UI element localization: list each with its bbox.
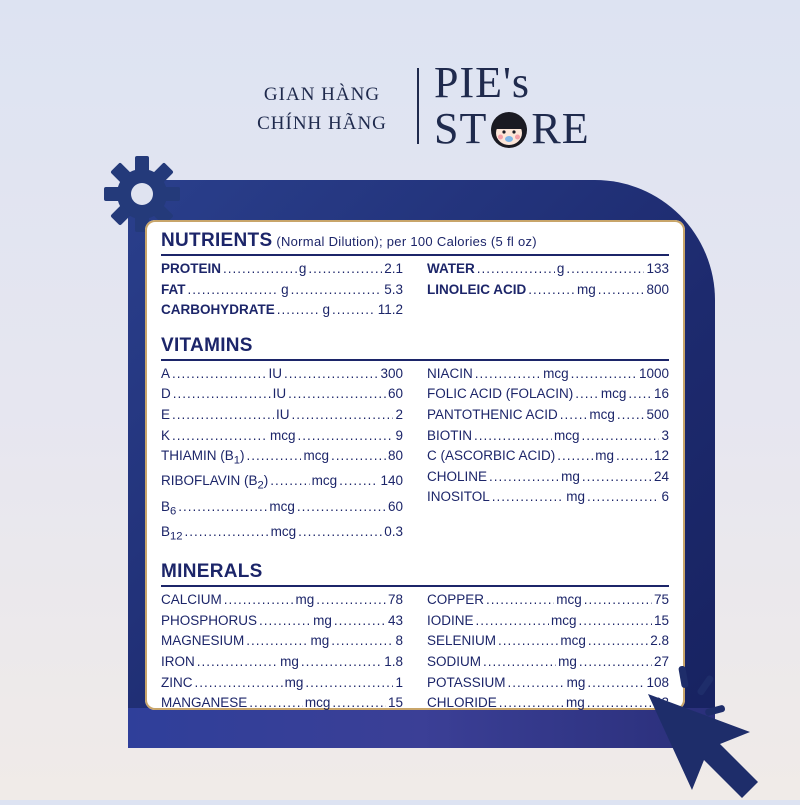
- mineral-row: CHLORIDE ..... mg .....: [427, 693, 669, 714]
- store-tagline-line1: GIAN HÀNG: [263, 84, 381, 105]
- nutrients-left-column: [161, 259, 403, 321]
- brand-name-line1: PIE's: [434, 58, 531, 107]
- mineral-row: PHOSPHORUS ..... mg ..... 43: [161, 611, 403, 632]
- nutrient-row: FAT ..... g ..... 5.3: [161, 280, 403, 301]
- girl-face-icon: [489, 109, 529, 149]
- vitamins-section-title: VITAMINS: [161, 334, 253, 356]
- minerals-right-column: [427, 590, 669, 714]
- vitamins-columns: [161, 364, 669, 548]
- header-divider: [417, 68, 419, 144]
- nutrients-rule: [161, 254, 669, 256]
- mineral-row: CALCIUM ..... mg ..... 78: [161, 590, 403, 611]
- nutrition-facts-content: [161, 230, 669, 714]
- nutrients-section-title: [161, 230, 669, 252]
- nutrient-row: LINOLEIC ACID ..... mg ..... 800: [427, 280, 669, 301]
- vitamin-row: $B_6$ ..... mcg ..... 60: [161, 497, 403, 522]
- nutrients-right-column: [427, 259, 669, 321]
- vitamin-row: RIBOFLAVIN $(B_2)$ ..... mcg ..... 140: [161, 471, 403, 496]
- minerals-rule: [161, 585, 669, 587]
- vitamin-row: THIAMIN $(B_1)$ ..... mcg ..... 80: [161, 446, 403, 471]
- store-tagline-line2: CHÍNH HÃNG: [257, 113, 387, 134]
- mineral-row: MAGNESIUM ..... mg ..... 8: [161, 631, 403, 652]
- brand-name-line2: [434, 106, 590, 152]
- vitamin-row: CHOLINE ..... mg ..... 24: [427, 467, 669, 488]
- vitamins-left-column: [161, 364, 403, 548]
- nutrient-row: CARBOHYDRATE ..... g ..... 11.2: [161, 300, 403, 321]
- vitamin-row: K ..... mcg ..... 9: [161, 426, 403, 447]
- vitamin-row: FOLIC ACID (FOLACIN) ..... mcg ..... 16: [427, 384, 669, 405]
- nutrients-subtitle: (Normal Dilution); per 100 Calories (5 fl oz): [272, 234, 537, 249]
- vitamins-rule: [161, 359, 669, 361]
- vitamin-row: PANTOTHENIC ACID ..... mcg ..... 500: [427, 405, 669, 426]
- nutrient-row: PROTEIN ..... g ..... 2.1: [161, 259, 403, 280]
- vitamin-row: NIACIN ..... mcg ..... 1000: [427, 364, 669, 385]
- vitamin-row: E ..... IU ..... 2: [161, 405, 403, 426]
- nutrients-title: NUTRIENTS: [161, 230, 273, 251]
- mineral-row: COPPER ..... mcg ..... 75: [427, 590, 669, 611]
- brand-name-part-b: RE: [531, 104, 590, 153]
- vitamin-row: C (ASCORBIC ACID) ..... mg ..... 12: [427, 446, 669, 467]
- nutrition-facts-card: [145, 220, 685, 710]
- minerals-columns: [161, 590, 669, 714]
- mineral-row: ZINC ..... mg ..... 1: [161, 673, 403, 694]
- vitamin-row: BIOTIN ..... mcg ..... 3: [427, 426, 669, 447]
- brand-logo: [434, 60, 590, 152]
- cursor-arrow-icon: [640, 660, 800, 800]
- mineral-row: MANGANESE ..... mcg ..... 15: [161, 693, 403, 714]
- minerals-section-title: MINERALS: [161, 561, 263, 583]
- vitamin-row: INOSITOL ..... mg ..... 6: [427, 487, 669, 508]
- vitamins-right-column: [427, 364, 669, 548]
- mineral-row: IRON ..... mg ..... 1.8: [161, 652, 403, 673]
- nutrient-row: WATER ..... g ..... 133: [427, 259, 669, 280]
- vitamin-row: $B_{12}$ ..... mcg ..... 0.3: [161, 522, 403, 547]
- minerals-left-column: [161, 590, 403, 714]
- mineral-row: IODINE ..... mcg ..... 15: [427, 611, 669, 632]
- mineral-row: SELENIUM ..... mcg ..... 2.8: [427, 631, 669, 652]
- brand-name-part-a: ST: [434, 104, 488, 153]
- mineral-row: SODIUM ..... mg ..... 27: [427, 652, 669, 673]
- label-panel-stripe: [128, 708, 715, 748]
- vitamin-row: D ..... IU ..... 60: [161, 384, 403, 405]
- store-tagline: [252, 80, 392, 138]
- vitamin-row: A ..... IU ..... 300: [161, 364, 403, 385]
- nutrients-columns: [161, 259, 669, 321]
- mineral-row: POTASSIUM ..... mg ..... 108: [427, 673, 669, 694]
